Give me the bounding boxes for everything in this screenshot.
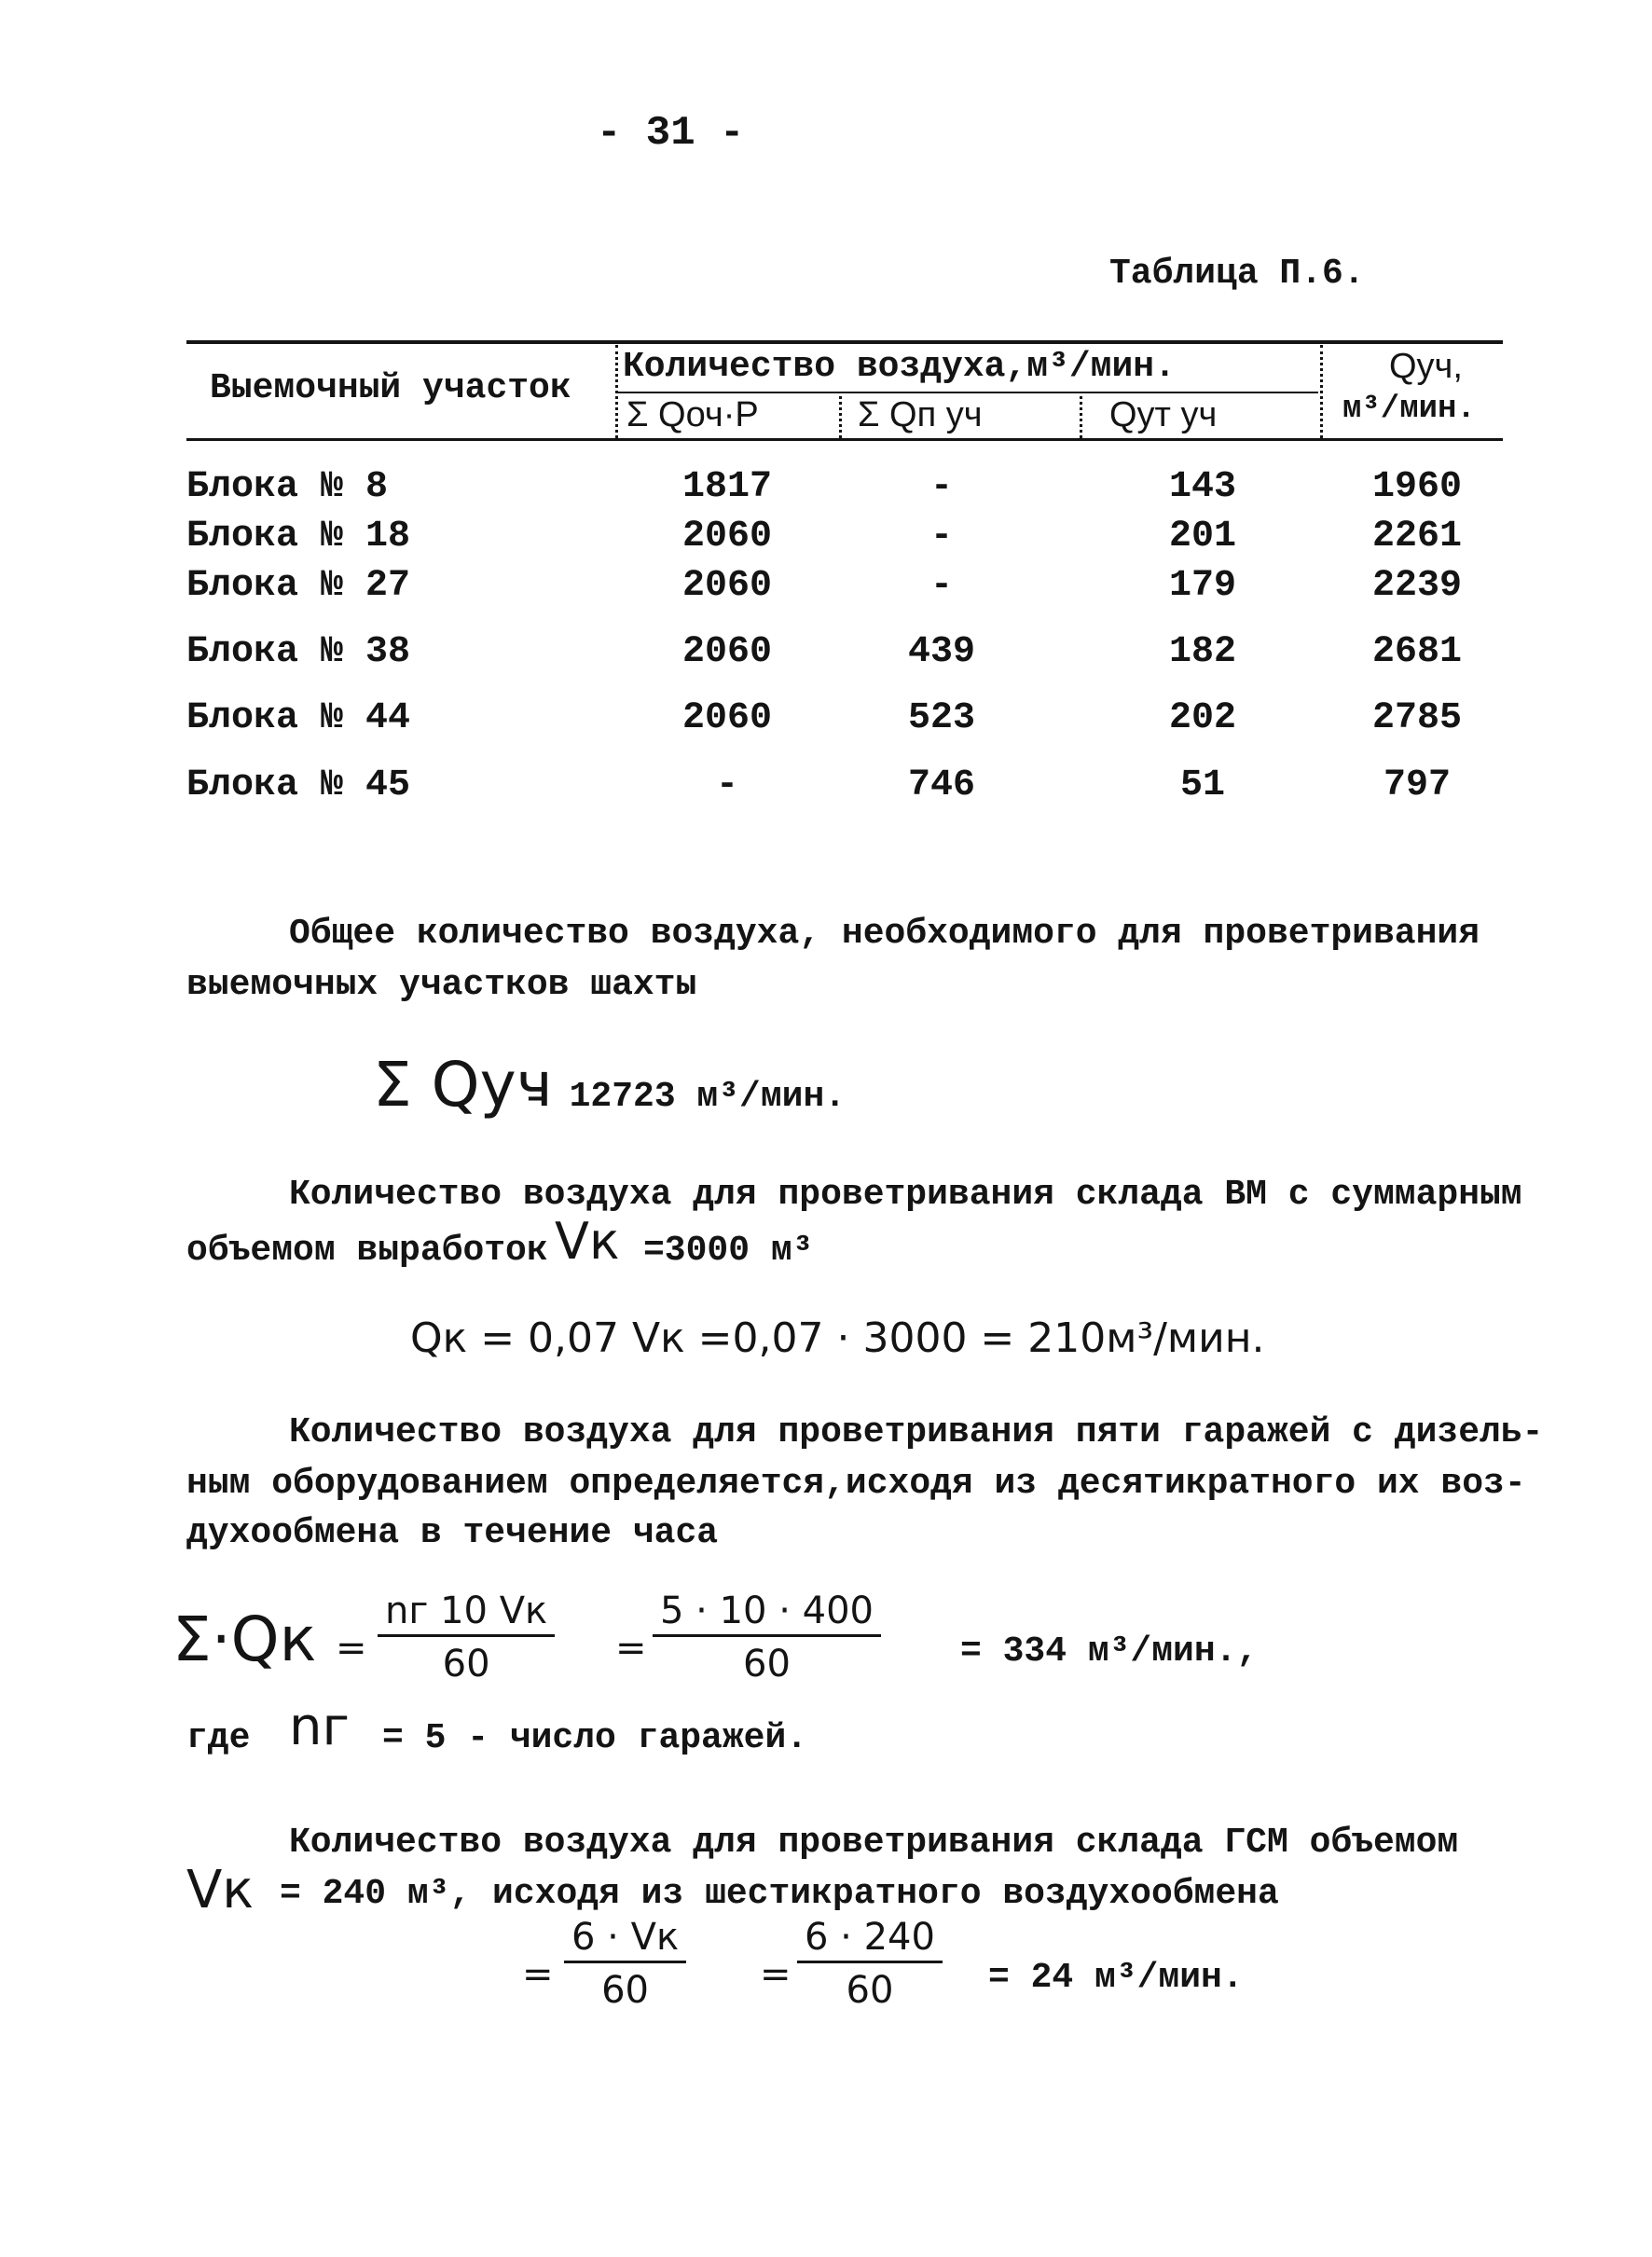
- numerator: 6 · Vк: [564, 1916, 686, 1963]
- header-q-uch: Qуч,: [1389, 347, 1463, 386]
- paragraph: Общее количество воздуха, необходимого для проветривания: [289, 914, 1480, 954]
- cell-q-och: 2060: [681, 697, 772, 739]
- symbol-ng: nг: [289, 1697, 350, 1757]
- cell-q-och: 2060: [681, 631, 772, 673]
- numerator: nг 10 Vк: [378, 1590, 555, 1637]
- formula-result: = 12723 м³/мин.: [527, 1077, 847, 1117]
- cell-q-uch: 2785: [1371, 697, 1462, 739]
- cell-q-uch: 2681: [1371, 631, 1462, 673]
- row-label: Блока № 45: [186, 764, 411, 806]
- equals-sign: =: [336, 1627, 367, 1670]
- header-q-ut: Qут уч: [1109, 395, 1218, 434]
- cell-q-p: 746: [907, 764, 975, 806]
- formula-result: = 334 м³/мин.,: [960, 1631, 1259, 1672]
- fraction: [797, 1916, 943, 2012]
- row-label: Блока № 18: [186, 516, 411, 557]
- where-label: где: [186, 1718, 251, 1758]
- cell-q-p: 523: [907, 697, 975, 739]
- table-top-rule: [186, 340, 1503, 344]
- page-number: - 31 -: [597, 110, 745, 157]
- cell-q-och: 2060: [681, 565, 772, 607]
- table-header-rule: [186, 438, 1503, 441]
- fraction: [653, 1590, 881, 1686]
- paragraph: выемочных участков шахты: [186, 965, 697, 1005]
- cell-q-uch: 2239: [1371, 565, 1462, 607]
- cell-q-och: 2060: [681, 516, 772, 557]
- cell-q-och: -: [715, 764, 738, 806]
- paragraph: Количество воздуха для проветривания пяти гаражей с дизель-: [289, 1412, 1544, 1452]
- paragraph: объемом выработок: [186, 1231, 548, 1271]
- cell-q-och: 1817: [681, 466, 772, 508]
- equals-sign: =: [522, 1953, 554, 1996]
- table-separator: [615, 345, 618, 438]
- where-definition: = 5 - число гаражей.: [382, 1718, 808, 1758]
- paragraph: Количество воздуха для проветривания склада ГСМ объемом: [289, 1823, 1459, 1863]
- cell-q-ut: 202: [1168, 697, 1236, 739]
- formula-result: = 24 м³/мин.: [988, 1958, 1244, 1998]
- cell-q-p: -: [929, 516, 953, 557]
- paragraph: Количество воздуха для проветривания склада ВМ с суммарным: [289, 1175, 1522, 1215]
- formula-sum-q: Σ Qуч: [373, 1049, 553, 1121]
- formula-sum-qk: Σ·Qк: [172, 1603, 317, 1675]
- denominator: 60: [846, 1969, 894, 2012]
- equals-sign: =: [615, 1627, 647, 1670]
- cell-q-uch: 1960: [1371, 466, 1462, 508]
- row-label: Блока № 8: [186, 466, 389, 508]
- cell-q-ut: 201: [1168, 516, 1236, 557]
- cell-q-ut: 143: [1168, 466, 1236, 508]
- cell-q-uch: 2261: [1371, 516, 1462, 557]
- row-label: Блока № 44: [186, 697, 411, 739]
- cell-q-p: -: [929, 565, 953, 607]
- table-separator: [839, 396, 842, 438]
- cell-q-p: 439: [907, 631, 975, 673]
- denominator: 60: [743, 1643, 791, 1686]
- table-separator: [1080, 396, 1082, 438]
- paragraph: ным оборудованием определяется,исходя из десятикратного их воз-: [186, 1464, 1526, 1504]
- row-label: Блока № 27: [186, 565, 411, 607]
- formula-value: =3000 м³: [643, 1231, 814, 1271]
- symbol-vk: Vк: [555, 1212, 620, 1271]
- denominator: 60: [601, 1969, 650, 2012]
- header-q-och: Σ Qоч·P: [626, 395, 759, 434]
- cell-q-ut: 182: [1168, 631, 1236, 673]
- cell-q-uch: 797: [1383, 764, 1451, 806]
- row-label: Блока № 38: [186, 631, 411, 673]
- header-q-p: Σ Qп уч: [858, 395, 983, 434]
- table-separator: [1320, 345, 1323, 438]
- cell-q-ut: 179: [1168, 565, 1236, 607]
- header-q-uch-unit: м³/мин.: [1342, 392, 1476, 427]
- fraction: [564, 1916, 686, 2012]
- table-group-underline: [617, 392, 1318, 393]
- table-caption: Таблица П.6.: [1109, 254, 1365, 294]
- cell-q-p: -: [929, 466, 953, 508]
- cell-q-ut: 51: [1179, 764, 1225, 806]
- equals-sign: =: [760, 1953, 792, 1996]
- symbol-vk: Vк: [186, 1860, 255, 1920]
- denominator: 60: [442, 1643, 490, 1686]
- header-section: Выемочный участок: [210, 368, 571, 408]
- paragraph: духообмена в течение часа: [186, 1513, 719, 1553]
- numerator: 6 · 240: [797, 1916, 943, 1963]
- paragraph: = 240 м³, исходя из шестикратного воздухообмена: [280, 1874, 1279, 1914]
- fraction: [378, 1590, 555, 1686]
- numerator: 5 · 10 · 400: [653, 1590, 881, 1637]
- formula-qk: Qк = 0,07 Vк =0,07 · 3000 = 210м³/мин.: [410, 1314, 1265, 1362]
- header-air-quantity: Количество воздуха,м³/мин.: [623, 347, 1176, 387]
